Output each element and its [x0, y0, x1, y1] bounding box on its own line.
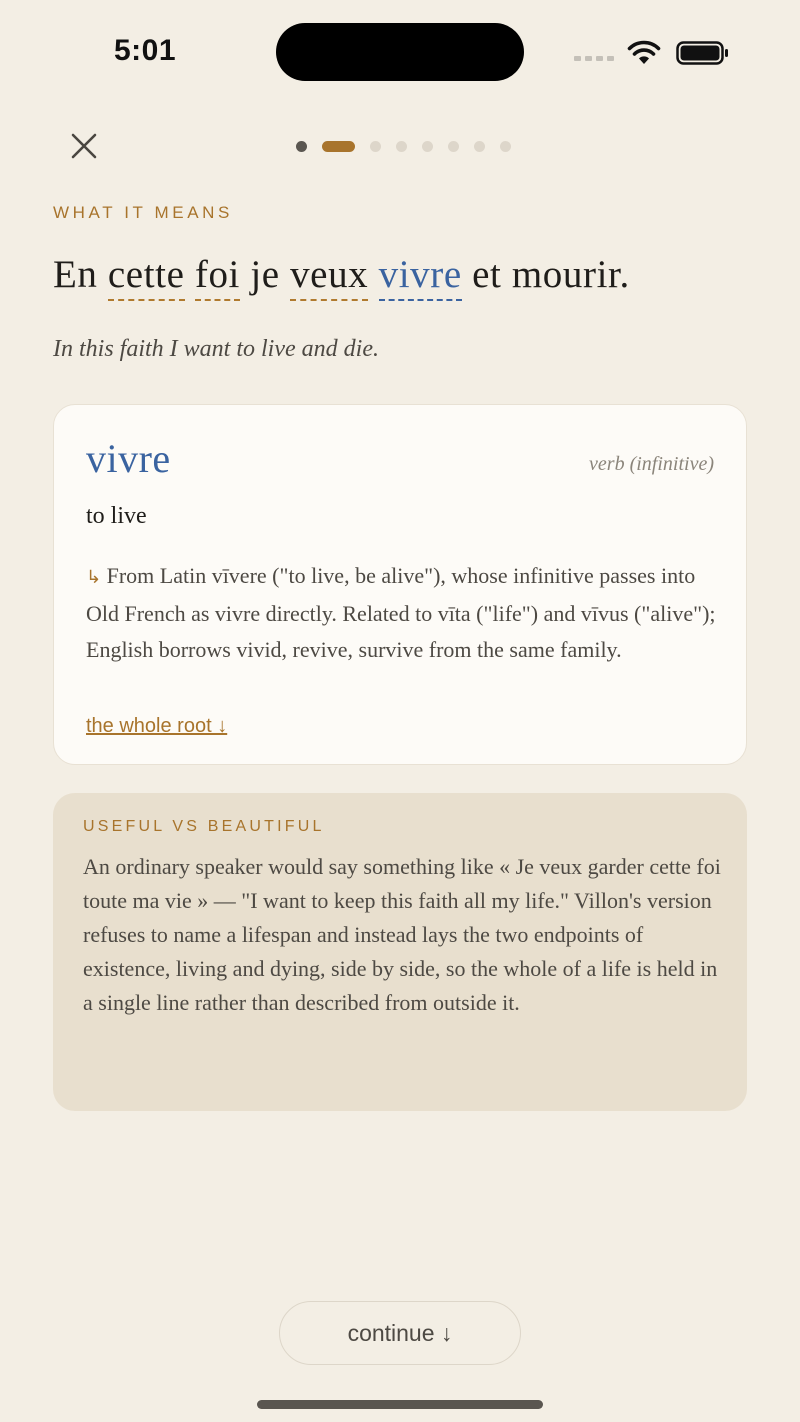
close-button[interactable] [64, 126, 104, 166]
useful-vs-beautiful-note [53, 793, 747, 1111]
word-card [53, 404, 747, 765]
progress-dot [396, 141, 407, 152]
section-label: WHAT IT MEANS [53, 203, 233, 222]
progress-dot [474, 141, 485, 152]
word-je[interactable]: je [250, 253, 280, 296]
word-et[interactable]: et [472, 253, 502, 296]
wifi-icon [626, 40, 662, 66]
word-mourir[interactable]: mourir. [511, 253, 630, 296]
close-icon [71, 133, 97, 159]
cellular-signal-icon [574, 56, 614, 61]
word-cette[interactable]: cette [108, 252, 185, 301]
branch-arrow-icon: ↳ [86, 567, 102, 588]
card-word: vivre [86, 436, 171, 481]
progress-dot-active [322, 141, 355, 152]
progress-dot [500, 141, 511, 152]
progress-dot [370, 141, 381, 152]
battery-icon [676, 41, 730, 65]
note-label: USEFUL VS BEAUTIFUL [83, 818, 325, 835]
progress-dot [422, 141, 433, 152]
translation: In this faith I want to live and die. [53, 336, 379, 362]
home-indicator [257, 1400, 543, 1409]
status-time: 5:01 [114, 34, 177, 67]
progress-dots [296, 140, 526, 152]
dynamic-island [276, 23, 524, 81]
etymology-text: From Latin vīvere ("to live, be alive"), whose infinitive passes into Old French as vivre directly. Related to vīta ("life") and vīvus ("alive"); English borrows vivid, revive, survive from the same family. [86, 563, 716, 662]
whole-root-link[interactable]: the whole root ↓ [86, 715, 228, 737]
etymology [86, 558, 716, 668]
word-gloss: to live [86, 503, 147, 529]
progress-dot [448, 141, 459, 152]
word-en[interactable]: En [53, 253, 98, 296]
french-line [53, 252, 630, 301]
progress-dot [296, 141, 307, 152]
continue-button[interactable]: continue ↓ [279, 1301, 521, 1365]
part-of-speech: verb (infinitive) [589, 453, 714, 475]
word-vivre-selected[interactable]: vivre [379, 252, 462, 301]
note-body: An ordinary speaker would say something like « Je veux garder cette foi toute ma vie » — "I want to keep this faith all my life." Villon's version refuses to name a lifespan and instead lays the two endpoints of existence, living and dying, side by side, so the whole of a life is held in a single line rather than described from outside it. [83, 854, 721, 1015]
word-foi[interactable]: foi [195, 252, 240, 301]
word-veux[interactable]: veux [290, 252, 368, 301]
